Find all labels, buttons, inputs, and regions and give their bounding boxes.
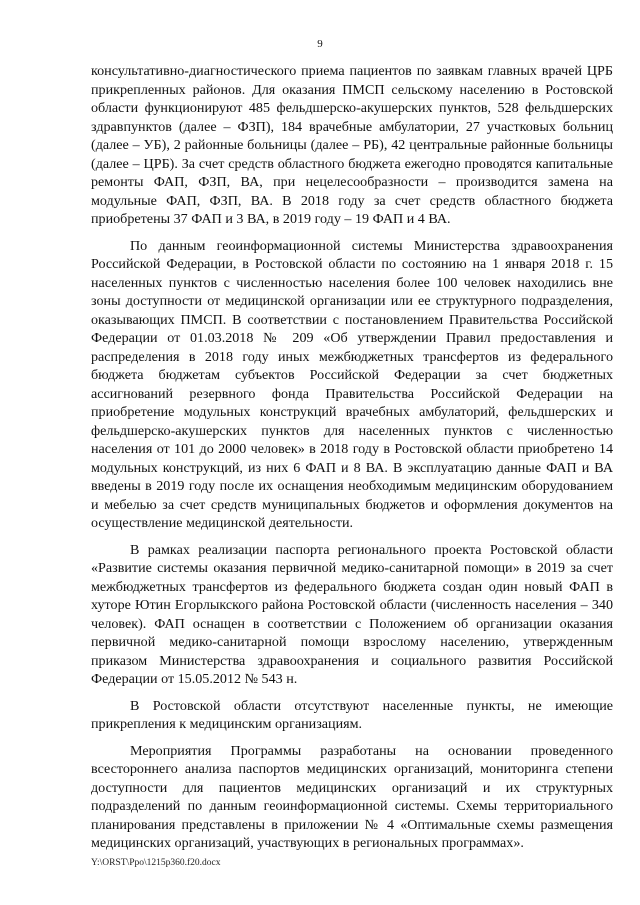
paragraph-regional-project: В рамках реализации паспорта регионального проекта Ростовской области «Развитие системы оказания первичной медико-санитарной помощи» в 2019 за счет межбюджетных трансфертов из федерального бюджета создан один новый ФАП в хуторе Ютин Егорлыкского района Ростовской области (численность населения – 340 человек). ФАП оснащен в соответствии с Положением об организации оказания первичной медико-санитарной помощи взрослому населению, утвержденным приказом Министерства здравоохранения и социального развития Российской Федерации от 15.05.2012 № 543 н. [91, 541, 613, 687]
paragraph-no-unattached-settlements: В Ростовской области отсутствуют населенные пункты, не имеющие прикрепления к медицинским организациям. [91, 697, 613, 732]
document-body [91, 62, 613, 861]
footer-file-path: Y:\ORST\Ppo\1215p360.f20.docx [91, 858, 221, 868]
paragraph-geoinformation-system: По данным геоинформационной системы Министерства здравоохранения Российской Федерации, в Ростовской области по состоянию на 1 января 2018 г. 15 населенных пунктов с численностью населения более 100 человек находились вне зоны доступности от медицинской организации или ее структурного подразделения, оказывающих ПМСП. В соответствии с постановлением Правительства Российской Федерации от 01.03.2018 № 209 «Об утверждении Правил предоставления и распределения в 2018 году иных межбюджетных трансфертов из федерального бюджета бюджетам субъектов Российской Федерации за счет бюджетных ассигнований резервного фонда Правительства Российской Федерации на приобретение модульных конструкций врачебных амбулаторий, фельдшерских и фельдшерско-акушерских пунктов для населенных пунктов с численностью населения от 101 до 2000 человек» в 2018 году в Ростовской области приобретено 14 модульных конструкций, из них 6 ФАП и 8 ВА. В эксплуатацию данные ФАП и ВА введены в 2019 году после их оснащения необходимым медицинским оборудованием и мебелью за счет средств муниципальных бюджетов и оформления документов на осуществление медицинской деятельности. [91, 237, 613, 531]
paragraph-program-measures: Мероприятия Программы разработаны на основании проведенного всестороннего анализа паспортов медицинских организаций, мониторинга степени доступности для пациентов медицинских организаций и их структурных подразделений по данным геоинформационной системы. Схемы территориального планирования представлены в приложении № 4 «Оптимальные схемы размещения медицинских организаций, участвующих в региональных программах». [91, 742, 613, 851]
page-number: 9 [317, 38, 323, 50]
paragraph-continuation: консультативно-диагностического приема пациентов по заявкам главных врачей ЦРБ прикрепленных районов. Для оказания ПМСП сельскому населению в Ростовской области функционируют 485 фельдшерско-акушерских пунктов, 528 фельдшерских здравпунктов (далее – ФЗП), 184 врачебные амбулатории, 27 участковых больниц (далее – УБ), 2 районные больницы (далее – РБ), 42 центральные районные больницы (далее – ЦРБ). За счет средств областного бюджета ежегодно проводятся капитальные ремонты ФАП, ФЗП, ВА, при нецелесообразности – производится замена на модульные ФАП, ФЗП, ВА. В 2018 году за счет средств областного бюджета приобретены 37 ФАП и 3 ВА, в 2019 году – 19 ФАП и 4 ВА. [91, 63, 613, 227]
